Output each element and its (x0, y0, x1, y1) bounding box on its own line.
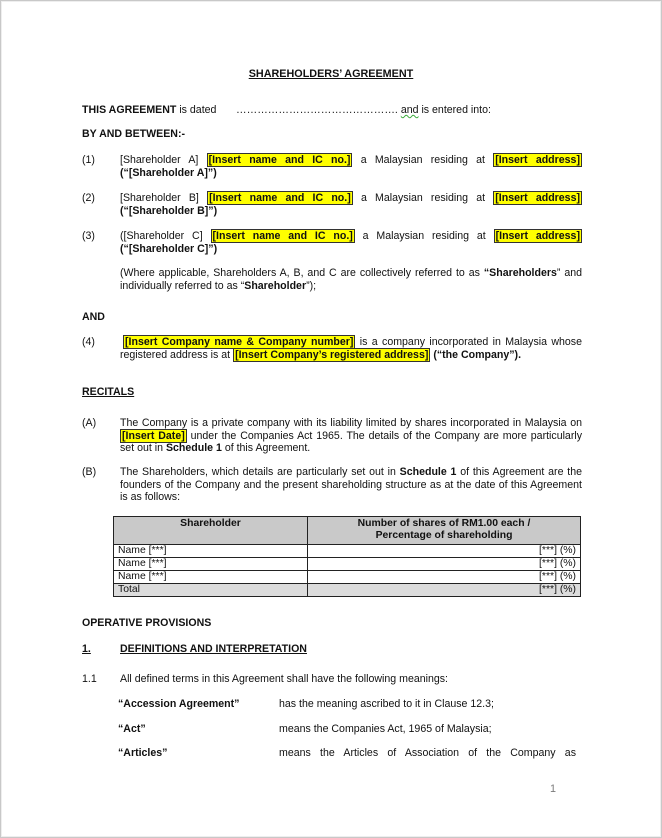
party-1-defined: (“[Shareholder A]”) (120, 166, 217, 179)
recital-a-line3-a: set out in (120, 442, 166, 455)
intro-and: and (400, 104, 419, 116)
table-cell-shares: [***] (%) (308, 558, 581, 571)
table-row (114, 545, 581, 558)
table-cell-shares: [***] (%) (308, 545, 581, 558)
definition-term: “Articles” (118, 747, 168, 759)
table-header-row (114, 517, 581, 545)
party-2-address-highlight: [Insert address] (495, 192, 580, 204)
recital-a-block (120, 417, 582, 455)
clause-1-1-text: All defined terms in this Agreement shall have the following meanings: (120, 673, 448, 685)
table-total-label: Total (114, 584, 308, 597)
collective-line2-b: ”); (306, 279, 317, 292)
recital-a-line3-b: of this Agreement. (221, 442, 311, 455)
table-header-shareholder: Shareholder (114, 517, 308, 545)
party-1-name-highlight: [Insert name and IC no.] (208, 154, 351, 166)
definition-meaning: has the meaning ascribed to it in Clause 12.3; (279, 698, 494, 710)
table-cell-shares: [***] (%) (308, 571, 581, 584)
recital-b-line3: is as follows: (120, 491, 181, 504)
operative-provisions-heading: OPERATIVE PROVISIONS (82, 617, 212, 629)
recital-b-line1-a: The Shareholders, which details are particularly set out in (120, 466, 400, 478)
party-1-number: (1) (82, 154, 95, 166)
party-3-middle: a Malaysian residing at (362, 230, 486, 242)
collective-term-plural: “Shareholders (483, 267, 557, 279)
company-address-highlight: [Insert Company’s registered address] (235, 348, 429, 361)
table-cell-name: Name [***] (114, 571, 308, 584)
party-2-name-highlight: [Insert name and IC no.] (209, 192, 351, 204)
intro-entered: is entered into: (418, 104, 491, 116)
company-defined: (“the Company”). (430, 348, 522, 361)
collective-note (120, 267, 582, 292)
document-title: SHAREHOLDERS’ AGREEMENT (248, 68, 414, 80)
definition-meaning: means the Articles of Association of the Company as (279, 747, 576, 759)
recital-b-line2: founders of the Company and the present shareholding structure as at the date of this Agreement (120, 478, 582, 491)
collective-term-singular: Shareholder (244, 279, 307, 292)
and-heading: AND (82, 311, 105, 323)
table-row (114, 558, 581, 571)
party-1-middle: a Malaysian residing at (360, 154, 485, 166)
by-and-between-heading: BY AND BETWEEN:- (82, 128, 185, 140)
party-3-name-highlight: [Insert name and IC no.] (212, 230, 353, 242)
recital-a-line2-rest: under the Companies Act 1965. The details of the Company are more particularly (186, 429, 583, 442)
table-cell-name: Name [***] (114, 545, 308, 558)
recital-b-block (120, 466, 582, 504)
page-number: 1 (550, 783, 557, 795)
company-block (120, 336, 582, 361)
recital-b-number: (B) (82, 466, 97, 478)
party-2-prefix: [Shareholder B] (120, 192, 199, 204)
party-3-block (120, 230, 582, 255)
table-cell-name: Name [***] (114, 558, 308, 571)
clause-1-1-number: 1.1 (82, 673, 97, 685)
table-header-shares (308, 517, 581, 545)
intro-lead: THIS AGREEMENT (82, 104, 177, 116)
party-2-defined: (“[Shareholder B]”) (120, 204, 218, 217)
party-1-prefix: [Shareholder A] (120, 154, 199, 166)
section-1-number: 1. (82, 643, 91, 655)
party-3-defined: (“[Shareholder C]”) (120, 242, 218, 255)
recital-a-schedule: Schedule 1 (165, 442, 222, 455)
party-3-number: (3) (82, 230, 95, 242)
recital-a-number: (A) (82, 417, 97, 429)
party-3-address-highlight: [Insert address] (495, 230, 580, 242)
recital-b-line1-b: of this Agreement are the (456, 466, 582, 478)
company-line1-rest: is a company incorporated in Malaysia whose (355, 336, 582, 348)
party-3-prefix: ([Shareholder C] (120, 230, 203, 242)
table-header-shares-line2: Percentage of shareholding (375, 530, 513, 541)
party-2-middle: a Malaysian residing at (360, 192, 486, 204)
table-row (114, 571, 581, 584)
definition-term: “Accession Agreement” (118, 698, 240, 710)
collective-line1-b: ” and (556, 267, 582, 279)
party-1-block (120, 154, 582, 179)
party-2-block (120, 192, 582, 217)
intro-date-blank (236, 104, 491, 116)
company-number: (4) (82, 336, 95, 348)
intro-is-dated: is dated (176, 104, 217, 116)
party-1-address-highlight: [Insert address] (495, 154, 580, 166)
recitals-heading: RECITALS (82, 386, 135, 398)
company-name-highlight: [Insert Company name & Company number] (125, 336, 354, 348)
collective-line1-a: (Where applicable, Shareholders A, B, and C are collectively referred to as (120, 267, 484, 279)
table-total-value: [***] (%) (308, 584, 581, 597)
party-2-number: (2) (82, 192, 95, 204)
recital-a-line1: The Company is a private company with its liability limited by shares incorporated in Malaysia on (120, 417, 582, 429)
table-header-shares-line1: Number of shares of RM1.00 each / (357, 518, 531, 529)
recital-a-date-highlight: [Insert Date] (122, 429, 185, 442)
shareholding-table (113, 516, 581, 597)
table-total-row (114, 584, 581, 597)
intro-dots: ………………………………………. (236, 104, 398, 116)
intro-line (82, 104, 216, 116)
definition-term: “Act” (118, 723, 146, 735)
recital-b-schedule: Schedule 1 (399, 466, 457, 478)
company-line2-a: registered address is at (120, 348, 234, 361)
collective-line2-a: individually referred to as “ (120, 279, 245, 292)
definition-meaning: means the Companies Act, 1965 of Malaysia; (279, 723, 492, 735)
section-1-title: DEFINITIONS AND INTERPRETATION (120, 643, 307, 655)
